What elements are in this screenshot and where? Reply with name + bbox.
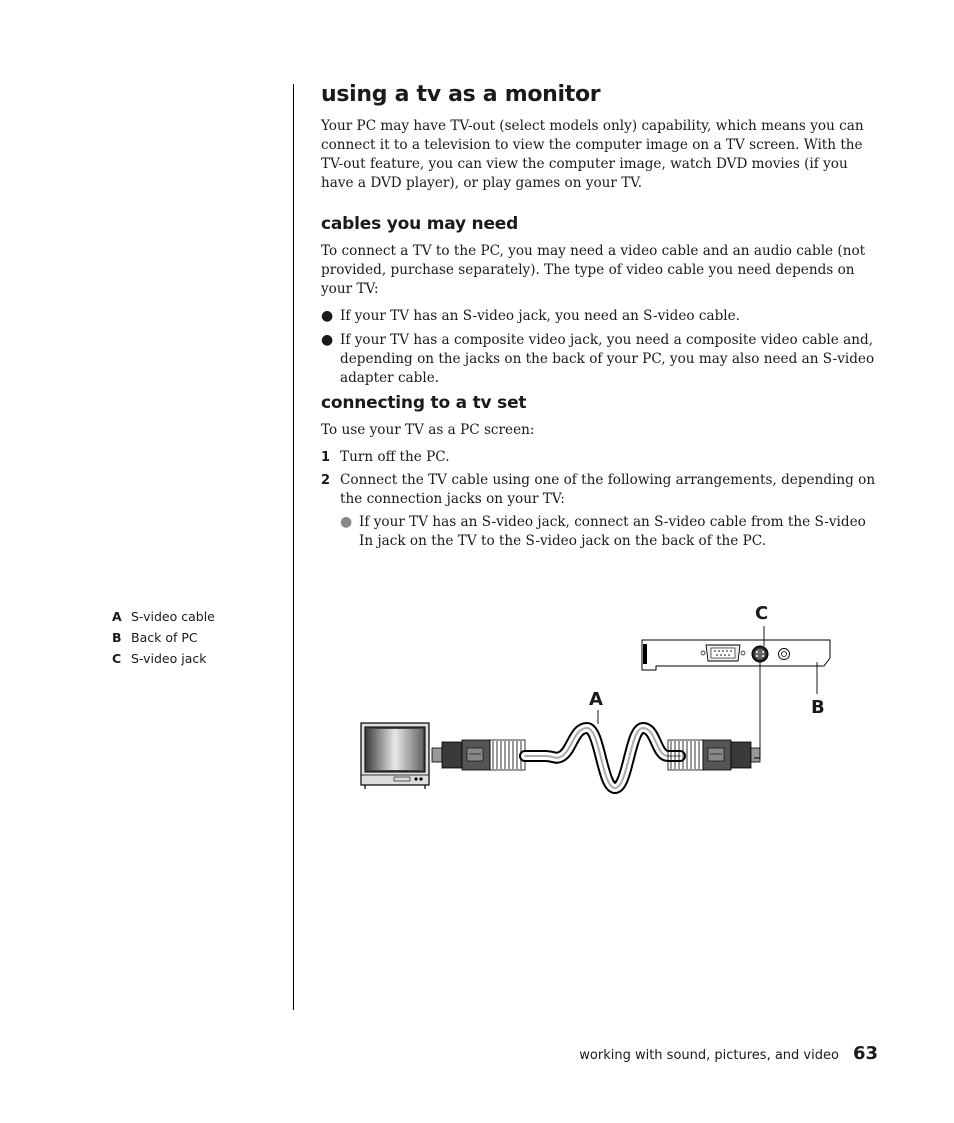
bullet-text: If your TV has a composite video jack, you need a composite video cable and, depending on the jacks on the back of your PC, you may also need an S-video adapter cable. [340, 332, 875, 386]
main-column [321, 82, 877, 555]
sub-bullet-text: If your TV has an S-video jack, connect an S-video cable from the S-video In jack on the TV to the S-video jack on the back of the PC. [359, 514, 866, 549]
callout-label-b: B [811, 697, 825, 718]
step-text: Turn off the PC. [340, 449, 450, 465]
legend-row [112, 627, 215, 648]
step-item [321, 471, 877, 551]
tv-connection-diagram [350, 598, 840, 798]
legend-key: C [112, 651, 122, 666]
legend-key: B [112, 630, 122, 645]
legend-row [112, 648, 215, 669]
legend-key: A [112, 609, 122, 624]
legend-label: S-video jack [131, 651, 207, 666]
bullet-icon: ● [321, 308, 334, 324]
step-number: 2 [321, 473, 331, 488]
step-number: 1 [321, 450, 331, 465]
list-item [321, 331, 877, 388]
legend-label: S-video cable [131, 609, 215, 624]
connecting-heading: connecting to a tv set [321, 393, 527, 413]
intro-paragraph: Your PC may have TV-out (select models only) capability, which means you can connect it to a television to view the computer image on a TV screen. With the TV-out feature, you can view the computer image, watch DVD movies (if you have a DVD player), or play games on your TV. [321, 118, 864, 191]
callout-label-a: A [589, 689, 603, 710]
cables-heading: cables you may need [321, 214, 519, 234]
bullet-icon: ● [321, 332, 334, 348]
sub-bullet-list [340, 513, 877, 551]
steps-list [321, 448, 877, 551]
footer-chapter-title: working with sound, pictures, and video [579, 1048, 839, 1063]
step-item [321, 448, 877, 467]
s-video-plug-left [432, 740, 525, 770]
vga-port-icon [701, 645, 745, 661]
cables-paragraph: To connect a TV to the PC, you may need a video cable and an audio cable (not provided, purchase separately). The type of video cable you need depends on your TV: [321, 243, 866, 297]
list-item [340, 513, 877, 551]
s-video-jack-icon [752, 646, 768, 662]
page-title: using a tv as a monitor [321, 82, 601, 107]
figure-legend [112, 606, 215, 669]
step-text: Connect the TV cable using one of the following arrangements, depending on the connection jacks on your TV: [340, 472, 876, 507]
bullet-text: If your TV has an S-video jack, you need an S-video cable. [340, 308, 741, 324]
cables-bullet-list [321, 307, 877, 388]
callout-label-c: C [755, 603, 769, 624]
page-footer [579, 1043, 878, 1064]
margin-rule [293, 84, 294, 1010]
tv-icon [361, 723, 429, 789]
page-number: 63 [852, 1043, 878, 1064]
list-item [321, 307, 877, 326]
pc-back-panel [642, 640, 830, 670]
legend-row [112, 606, 215, 627]
connecting-paragraph: To use your TV as a PC screen: [321, 422, 535, 438]
legend-label: Back of PC [131, 630, 198, 645]
bullet-icon: ● [340, 514, 353, 530]
s-video-cable [525, 728, 680, 788]
